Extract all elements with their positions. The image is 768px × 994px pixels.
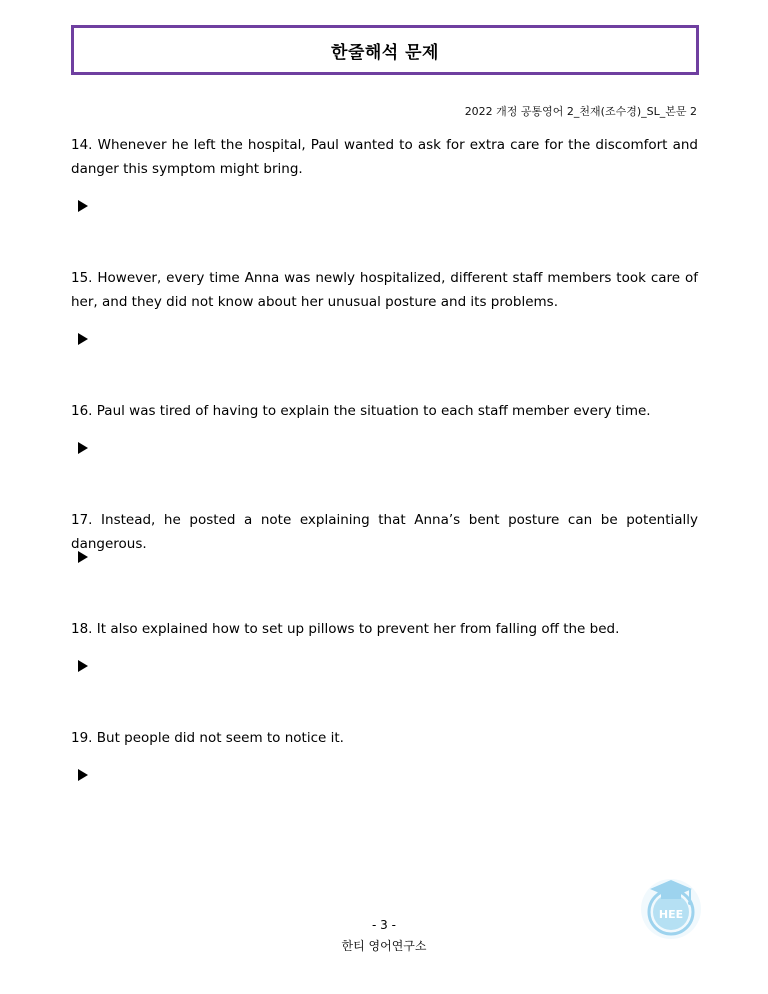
- answer-arrow-icon: [78, 551, 88, 563]
- footer-organization: 한티 영어연구소: [341, 939, 427, 953]
- logo-text: HEE: [658, 908, 684, 921]
- answer-arrow-icon: [78, 769, 88, 781]
- question-16: 16. Paul was tired of having to explain the situation to each staff member every time.: [71, 403, 651, 419]
- page-number: - 3 -: [372, 918, 396, 932]
- answer-arrow-icon: [78, 660, 88, 672]
- answer-arrow-icon: [78, 200, 88, 212]
- title-box: [71, 25, 699, 75]
- page-title: 한줄해석 문제: [331, 42, 439, 63]
- question-15: 15. However, every time Anna was newly hospitalized, different staff members took care of her, and they did not know about her unusual posture and its problems.: [71, 270, 698, 310]
- answer-arrow-icon: [78, 442, 88, 454]
- question-14: 14. Whenever he left the hospital, Paul wanted to ask for extra care for the discomfort and danger this symptom might bring.: [71, 137, 698, 177]
- source-label: 2022 개정 공통영어 2_천재(조수경)_SL_본문 2: [464, 105, 697, 118]
- question-17: 17. Instead, he posted a note explaining that Anna’s bent posture can be potentially dangerous.: [71, 512, 698, 552]
- question-19: 19. But people did not seem to notice it.: [71, 730, 344, 746]
- answer-arrow-icon: [78, 333, 88, 345]
- question-18: 18. It also explained how to set up pillows to prevent her from falling off the bed.: [71, 621, 620, 637]
